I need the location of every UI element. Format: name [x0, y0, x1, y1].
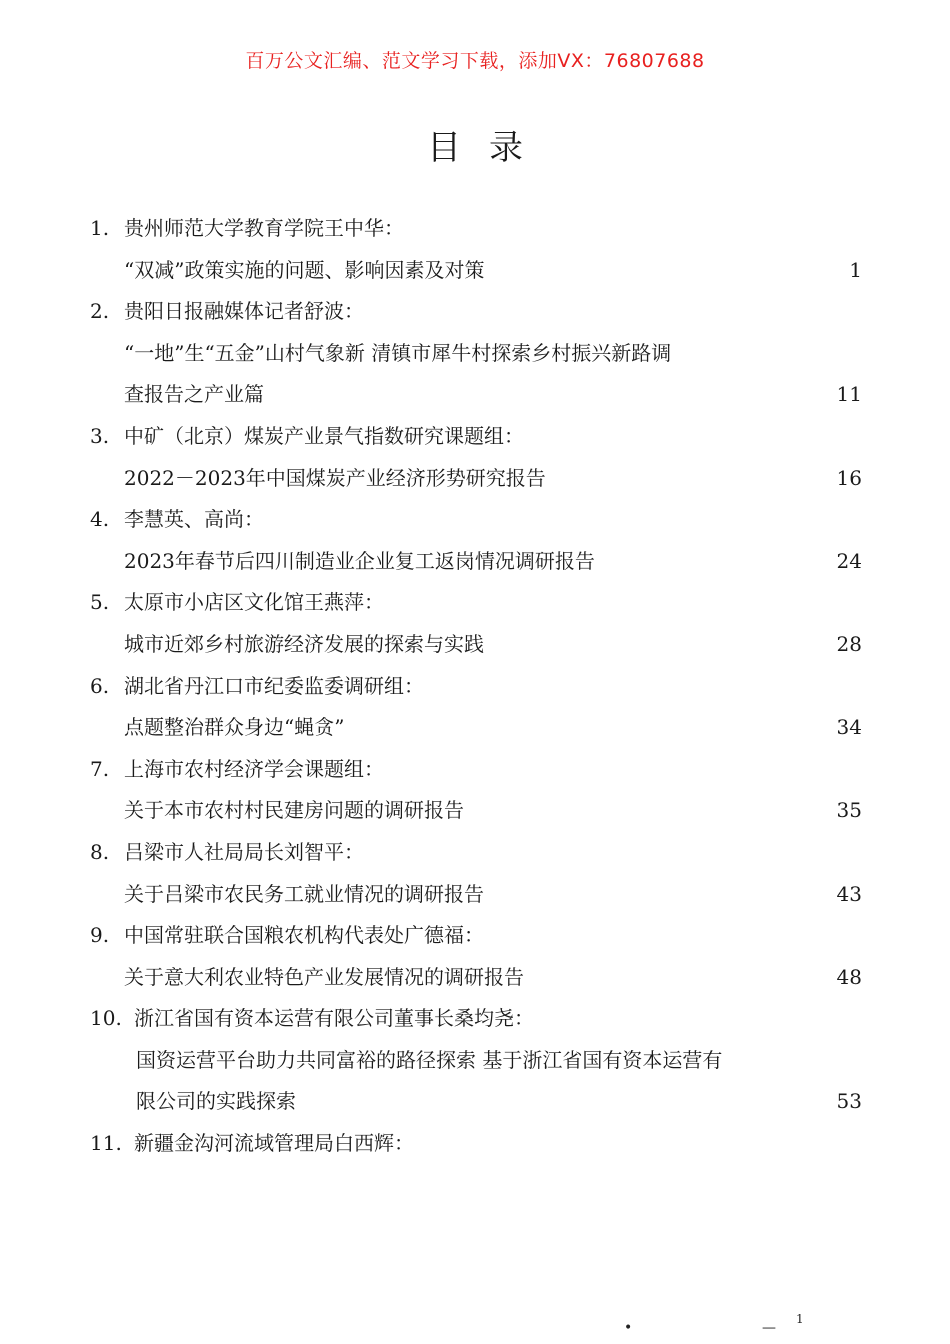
- toc-entry-number: 4.: [90, 507, 110, 532]
- footer-dot-mark: •: [624, 1320, 633, 1336]
- toc-entry-number: 9.: [90, 923, 110, 948]
- toc-entry-8-title-line: [90, 874, 862, 916]
- toc-entry-2-author-line: [90, 291, 862, 333]
- toc-entry-page-number[interactable]: 35: [836, 798, 862, 823]
- toc-entry-7-author-line: [90, 749, 862, 791]
- toc-entry-page-number[interactable]: 34: [836, 715, 862, 740]
- toc-entry-number: 8.: [90, 839, 110, 864]
- toc-entry-author[interactable]: 李慧英、高尚：: [124, 507, 264, 532]
- toc-entry-title[interactable]: 点题整治群众身边“蝇贪”: [124, 715, 345, 740]
- toc-entry-10-title-line: [90, 1040, 862, 1082]
- toc-entry-title[interactable]: 关于意大利农业特色产业发展情况的调研报告: [124, 964, 524, 989]
- toc-entry-5-title-line: [90, 624, 862, 666]
- toc-entry-title-continued[interactable]: 限公司的实践探索: [136, 1089, 296, 1114]
- toc-entry-title-continued[interactable]: 查报告之产业篇: [124, 382, 264, 407]
- toc-entry-author[interactable]: 中矿（北京）煤炭产业景气指数研究课题组：: [124, 423, 524, 448]
- toc-entry-title[interactable]: 国资运营平台助力共同富裕的路径探索 基于浙江省国有资本运营有: [136, 1047, 723, 1072]
- footer-page-number: 1: [796, 1312, 804, 1326]
- toc-entry-4-author-line: [90, 499, 862, 541]
- toc-entry-number: 5.: [90, 590, 110, 615]
- footer-dash-mark: —: [762, 1320, 776, 1336]
- toc-entry-page-number[interactable]: 1: [849, 257, 862, 282]
- toc-entry-9-title-line: [90, 957, 862, 999]
- toc-entry-title[interactable]: “一地”生“五金”山村气象新 清镇市犀牛村探索乡村振兴新路调: [124, 340, 672, 365]
- toc-entry-author[interactable]: 新疆金沟河流域管理局白西辉：: [134, 1131, 414, 1156]
- toc-entry-9-author-line: [90, 915, 862, 957]
- toc-entry-11-author-line: [90, 1123, 862, 1165]
- toc-entry-title[interactable]: 关于吕梁市农民务工就业情况的调研报告: [124, 881, 484, 906]
- toc-entry-title[interactable]: “双减”政策实施的问题、影响因素及对策: [124, 257, 485, 282]
- page-title: 目录: [427, 128, 551, 168]
- table-of-contents: [90, 208, 862, 1165]
- toc-entry-3-title-line: [90, 458, 862, 500]
- toc-entry-author[interactable]: 贵州师范大学教育学院王中华：: [124, 216, 404, 240]
- toc-entry-6-title-line: [90, 707, 862, 749]
- toc-entry-7-title-line: [90, 790, 862, 832]
- toc-entry-5-author-line: [90, 582, 862, 624]
- toc-entry-title[interactable]: 2023年春节后四川制造业企业复工返岗情况调研报告: [124, 548, 595, 573]
- toc-entry-page-number[interactable]: 48: [836, 964, 862, 989]
- toc-entry-6-author-line: [90, 666, 862, 708]
- toc-entry-title[interactable]: 城市近郊乡村旅游经济发展的探索与实践: [124, 631, 484, 656]
- toc-entry-number: 11.: [90, 1131, 122, 1156]
- toc-entry-number: 3.: [90, 423, 110, 448]
- toc-entry-number: 2.: [90, 299, 110, 324]
- toc-entry-author[interactable]: 吕梁市人社局局长刘智平：: [124, 839, 364, 864]
- header-banner: 百万公文汇编、范文学习下载，添加VX：76807688: [245, 50, 705, 72]
- toc-entry-3-author-line: [90, 416, 862, 458]
- toc-entry-author[interactable]: 浙江省国有资本运营有限公司董事长桑均尧：: [134, 1006, 534, 1031]
- toc-entry-page-number[interactable]: 28: [836, 631, 862, 656]
- toc-entry-4-title-line: [90, 541, 862, 583]
- toc-entry-page-number[interactable]: 53: [836, 1089, 862, 1114]
- toc-entry-8-author-line: [90, 832, 862, 874]
- toc-entry-1-author-line: [90, 208, 862, 250]
- toc-entry-author[interactable]: 中国常驻联合国粮农机构代表处广德福：: [124, 923, 484, 948]
- toc-entry-2-title-line-2: [90, 374, 862, 416]
- toc-entry-page-number[interactable]: 16: [836, 465, 862, 490]
- toc-entry-title[interactable]: 关于本市农村村民建房问题的调研报告: [124, 798, 464, 823]
- toc-entry-1-title-line: [90, 250, 862, 292]
- toc-entry-author[interactable]: 贵阳日报融媒体记者舒波：: [124, 299, 364, 324]
- toc-entry-title[interactable]: 2022－2023年中国煤炭产业经济形势研究报告: [124, 465, 546, 490]
- toc-entry-number: 10.: [90, 1006, 122, 1031]
- toc-entry-10-author-line: [90, 998, 862, 1040]
- toc-entry-author[interactable]: 上海市农村经济学会课题组：: [124, 756, 384, 781]
- toc-entry-number: 6.: [90, 673, 110, 698]
- toc-entry-author[interactable]: 湖北省丹江口市纪委监委调研组：: [124, 673, 424, 698]
- toc-entry-number: 7.: [90, 756, 110, 781]
- toc-entry-author[interactable]: 太原市小店区文化馆王燕萍：: [124, 590, 384, 615]
- toc-entry-2-title-line: [90, 333, 862, 375]
- toc-entry-10-title-line-2: [90, 1081, 862, 1123]
- toc-entry-page-number[interactable]: 24: [836, 548, 862, 573]
- toc-entry-page-number[interactable]: 43: [836, 881, 862, 906]
- toc-entry-page-number[interactable]: 11: [836, 382, 862, 407]
- toc-entry-number: 1.: [90, 216, 110, 240]
